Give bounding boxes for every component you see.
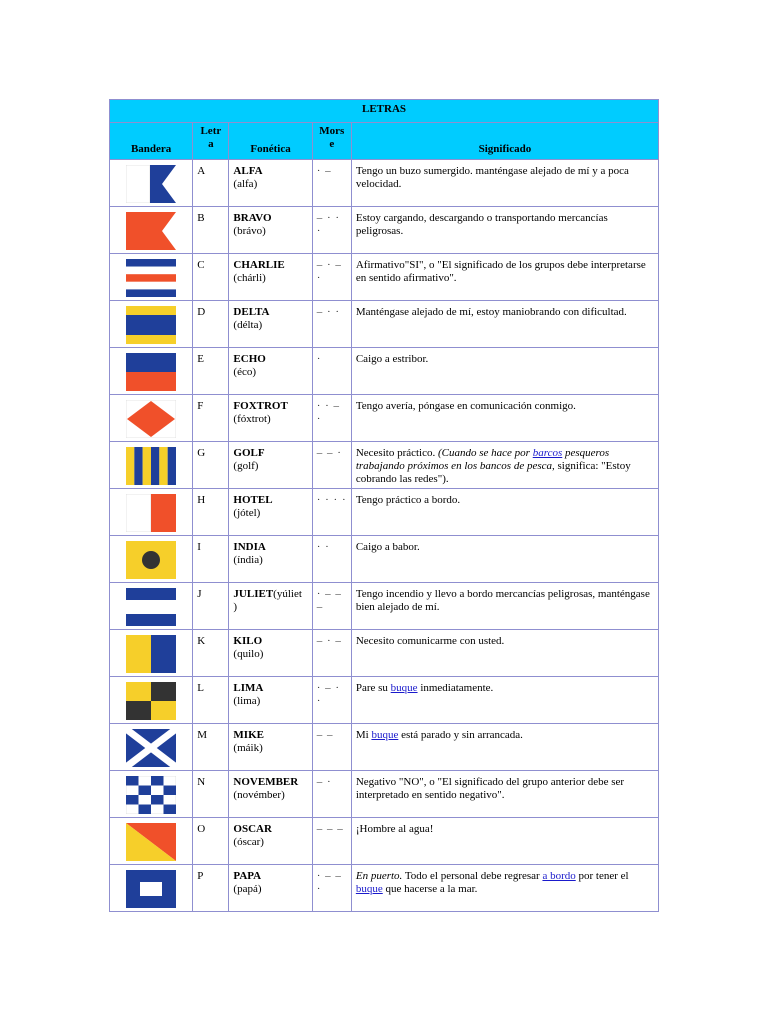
table-row [110,254,658,300]
phonetic-cell: NOVEMBER (novémber) [229,771,311,817]
phonetic-cell: BRAVO (brávo) [229,207,311,253]
table-row [110,395,658,441]
flag-cell [110,630,192,676]
phonetic-cell: ECHO (éco) [229,348,311,394]
meaning-cell: Tengo un buzo sumergido. manténgase alejado de mí y a poca velocidad. [352,160,658,206]
header-meaning: Significado [352,123,658,159]
flag-cell [110,724,192,770]
meaning-cell: Estoy cargando, descargando o transportando mercancías peligrosas. [352,207,658,253]
morse-cell: – – [313,724,351,770]
flag-l-yellow-black-checker-icon [126,682,176,720]
flag-cell [110,348,192,394]
meaning-cell: Negativo "NO", o "El significado del grupo anterior debe ser interpretado en sentido negativo". [352,771,658,817]
flag-cell [110,865,192,911]
letter-cell: O [193,818,228,864]
flag-h-white-red-icon [126,494,176,532]
flag-cell [110,301,192,347]
meaning-cell: Necesito práctico. (Cuando se hace por barcos pesqueros trabajando próximos en los bancos de pesca, significa: "Estoy cobrando las redes"). [352,442,658,488]
letter-cell: E [193,348,228,394]
morse-cell: – – · [313,442,351,488]
morse-cell: · – – · [313,865,351,911]
header-morse: Mors e [313,123,351,159]
meaning-cell: ¡Hombre al agua! [352,818,658,864]
meaning-cell: Tengo avería, póngase en comunicación conmigo. [352,395,658,441]
meaning-cell: Tengo práctico a bordo. [352,489,658,535]
header-flag: Bandera [110,123,192,159]
morse-cell: · – · · [313,677,351,723]
letter-cell: K [193,630,228,676]
letter-cell: H [193,489,228,535]
letter-cell: F [193,395,228,441]
letter-cell: A [193,160,228,206]
morse-cell: · · [313,536,351,582]
flag-cell [110,254,192,300]
flag-p-blue-white-square-icon [126,870,176,908]
phonetic-cell: ALFA (alfa) [229,160,311,206]
flag-cell [110,489,192,535]
phonetic-cell: OSCAR (óscar) [229,818,311,864]
phonetic-cell: LIMA (lima) [229,677,311,723]
table-row [110,818,658,864]
phonetic-cell: FOXTROT (fóxtrot) [229,395,311,441]
letter-cell: P [193,865,228,911]
flag-cell [110,207,192,253]
morse-cell: – · – · [313,254,351,300]
morse-cell: – · – [313,630,351,676]
table-row [110,301,658,347]
header-phonetic: Fonética [229,123,311,159]
letter-cell: G [193,442,228,488]
table-row [110,771,658,817]
flag-a-swallowtail-white-blue-icon [126,165,176,203]
flag-k-yellow-blue-icon [126,635,176,673]
buque-link[interactable]: buque [371,729,399,741]
table-title: LETRAS [110,100,658,122]
barcos-link[interactable]: barcos [532,447,563,459]
flag-o-red-yellow-diagonal-icon [126,823,176,861]
flag-cell [110,536,192,582]
morse-cell: – · [313,771,351,817]
table-row [110,489,658,535]
morse-cell: · – [313,160,351,206]
phonetic-cell: GOLF (golf) [229,442,311,488]
phonetic-cell: KILO (quilo) [229,630,311,676]
letter-cell: J [193,583,228,629]
table-row [110,583,658,629]
letter-cell: B [193,207,228,253]
phonetic-cell: MIKE (máik) [229,724,311,770]
morse-cell: · · · · [313,489,351,535]
meaning-cell: Pare su buque inmediatamente. [352,677,658,723]
flag-cell [110,442,192,488]
flag-e-blue-red-icon [126,353,176,391]
morse-cell: – · · [313,301,351,347]
flag-j-blue-white-blue-icon [126,588,176,626]
table-row [110,677,658,723]
flag-c-blue-white-red-stripes-icon [126,259,176,297]
flag-cell [110,771,192,817]
flag-cell [110,677,192,723]
table-row [110,724,658,770]
table-row [110,207,658,253]
table-row [110,865,658,911]
letter-cell: L [193,677,228,723]
flag-i-yellow-black-circle-icon [126,541,176,579]
phonetic-cell: CHARLIE (chárli) [229,254,311,300]
letter-cell: D [193,301,228,347]
table-row [110,348,658,394]
buque-link[interactable]: buque [390,682,418,694]
flag-d-yellow-blue-yellow-icon [126,306,176,344]
flag-n-blue-white-checker-icon [126,776,176,814]
table-row [110,160,658,206]
flag-g-yellow-blue-vertical-stripes-icon [126,447,176,485]
phonetic-cell: HOTEL (jótel) [229,489,311,535]
flag-m-blue-white-saltire-icon [126,729,176,767]
meaning-cell: Manténgase alejado de mí, estoy maniobrando con dificultad. [352,301,658,347]
meaning-cell: En puerto. Todo el personal debe regresar a bordo por tener el buque que hacerse a la mar. [352,865,658,911]
a-bordo-link[interactable]: a bordo [542,870,576,882]
phonetic-cell: INDIA (índia) [229,536,311,582]
phonetic-cell: JULIET(yúliet ) [229,583,311,629]
phonetic-cell: DELTA (délta) [229,301,311,347]
meaning-cell: Caigo a babor. [352,536,658,582]
buque-link[interactable]: buque [355,883,383,895]
morse-cell: · · – · [313,395,351,441]
signal-flags-table [109,99,659,912]
letter-cell: M [193,724,228,770]
flag-cell [110,395,192,441]
flag-b-swallowtail-red-icon [126,212,176,250]
morse-cell: · [313,348,351,394]
meaning-cell: Afirmativo"SI", o "El significado de los grupos debe interpretarse en sentido afirmativo". [352,254,658,300]
table-row [110,536,658,582]
flag-cell [110,583,192,629]
phonetic-cell: PAPA (papá) [229,865,311,911]
morse-cell: – · · · [313,207,351,253]
header-letter: Letr a [193,123,228,159]
letter-cell: N [193,771,228,817]
flag-f-red-diamond-icon [126,400,176,438]
table-row [110,442,658,488]
table-row [110,630,658,676]
morse-cell: – – – [313,818,351,864]
letter-cell: C [193,254,228,300]
meaning-cell: Tengo incendio y llevo a bordo mercancías peligrosas, manténgase bien alejado de mí. [352,583,658,629]
letter-cell: I [193,536,228,582]
flag-cell [110,818,192,864]
meaning-cell: Necesito comunicarme con usted. [352,630,658,676]
flag-cell [110,160,192,206]
meaning-cell: Caigo a estribor. [352,348,658,394]
morse-cell: · – – – [313,583,351,629]
meaning-cell: Mi buque está parado y sin arrancada. [352,724,658,770]
